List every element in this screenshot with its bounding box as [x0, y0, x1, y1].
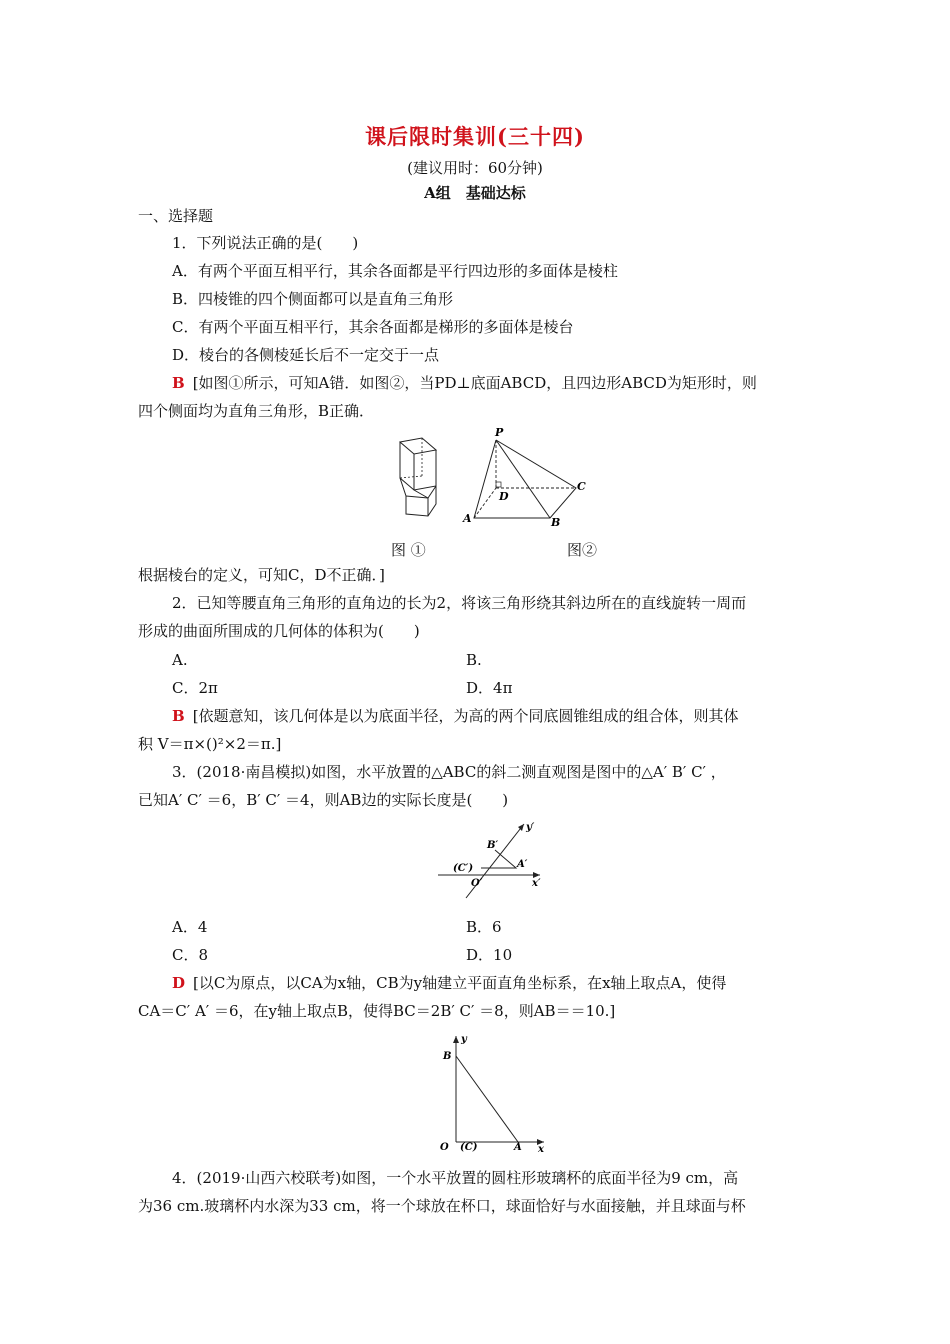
q1-option-a: A．有两个平面互相平行，其余各面都是平行四边形的多面体是棱柱 [172, 262, 618, 280]
q3-explanation-line1: [以C为原点，以CA为x轴，CB为y轴建立平面直角坐标系，在x轴上取点A，使得 [193, 974, 727, 992]
q1-figure-2-caption: 图② [567, 541, 598, 559]
q1-option-c: C．有两个平面互相平行，其余各面都是梯形的多面体是棱台 [172, 318, 574, 336]
q3-point-a-label: A [514, 1142, 522, 1153]
q2-explanation-line2: 积 V＝π×()²×2＝π.] [138, 735, 282, 753]
q3-point-b-label: B [443, 1051, 452, 1062]
q3-option-d: D．10 [466, 946, 513, 964]
q2-stem-line2: 形成的曲面所围成的几何体的体积为( ) [138, 622, 420, 640]
q3-point-c-label: (C) [460, 1142, 478, 1153]
q1-option-b: B．四棱锥的四个侧面都可以是直角三角形 [172, 290, 454, 308]
time-note: (建议用时：60分钟) [407, 159, 543, 177]
q1-explanation-line2: 四个侧面均为直角三角形，B正确． [138, 402, 375, 420]
q1-answer: B [172, 374, 185, 392]
q2-option-c: C．2π [172, 679, 218, 697]
q1-stem: 1．下列说法正确的是( ) [172, 234, 359, 252]
fig2-label-c: C [577, 480, 586, 493]
q3-label-y-prime: y′ [526, 822, 535, 833]
q1-option-d: D．棱台的各侧棱延长后不一定交于一点 [172, 346, 440, 364]
q3-axis-y-label: y [461, 1034, 467, 1045]
q2-answer: B [172, 707, 185, 725]
q3-origin-label: O [440, 1142, 449, 1153]
q2-explanation-line1: [依题意知，该几何体是以为底面半径，为高的两个同底圆锥组成的组合体，则其体 [192, 707, 739, 725]
section-heading: 一、选择题 [138, 207, 214, 225]
q3-label-a-prime: A′ [517, 859, 528, 870]
q3-explanation [172, 973, 726, 993]
q2-option-a: A. [172, 651, 188, 669]
q3-stem-line2: 已知A′ C′ ＝6，B′ C′ ＝4，则AB边的实际长度是( ) [138, 791, 509, 809]
q1-explanation-line1: [如图①所示，可知A错．如图②，当PD⊥底面ABCD，且四边形ABCD为矩形时，则 [192, 374, 757, 392]
fig2-label-b: B [551, 516, 561, 529]
q3-option-a: A．4 [172, 918, 208, 936]
group-heading: A组 基础达标 [424, 184, 526, 202]
q3-axis-x-label: x [538, 1144, 544, 1154]
q2-option-d: D．4π [466, 679, 513, 697]
q1-explanation-line3: 根据棱台的定义，可知C，D不正确．] [138, 566, 385, 584]
q3-label-x-prime: x′ [532, 878, 541, 889]
q1-explanation [172, 373, 757, 393]
q3-explanation-line2: CA＝C′ A′ ＝6，在y轴上取点B，使得BC＝2B′ C′ ＝8，则AB＝＝10.] [138, 1002, 616, 1020]
q3-oblique-figure [436, 818, 548, 902]
q1-figure-1 [392, 436, 444, 520]
fig2-label-a: A [463, 512, 472, 525]
q3-option-b: B．6 [466, 918, 502, 936]
q1-figure-1-caption: 图 ① [391, 541, 426, 559]
q2-option-b: B. [466, 651, 482, 669]
q3-coordinate-figure [434, 1030, 550, 1154]
q2-stem-line1: 2．已知等腰直角三角形的直角边的长为2，将该三角形绕其斜边所在的直线旋转一周而 [172, 594, 747, 612]
q3-stem-line1: 3．(2018·南昌模拟)如图，水平放置的△ABC的斜二测直观图是图中的△A′ B′ C′ ， [172, 763, 726, 781]
q3-label-c-prime: (C′) [453, 863, 474, 874]
fig2-label-d: D [499, 490, 509, 503]
q3-option-c: C．8 [172, 946, 209, 964]
fig2-label-p: P [495, 426, 504, 439]
q3-answer: D [172, 974, 186, 992]
q3-label-b-prime: B′ [487, 840, 499, 851]
q4-stem-line2: 为36 cm.玻璃杯内水深为33 cm，将一个球放在杯口，球面恰好与水面接触，并且球面与杯 [138, 1197, 746, 1215]
q3-label-o-prime: O′ [471, 878, 483, 889]
q1-figure-2 [458, 426, 592, 530]
q2-explanation [172, 706, 739, 726]
page-title: 课后限时集训(三十四) [365, 124, 585, 149]
q4-stem-line1: 4．(2019·山西六校联考)如图，一个水平放置的圆柱形玻璃杯的底面半径为9 cm，高 [172, 1169, 739, 1187]
